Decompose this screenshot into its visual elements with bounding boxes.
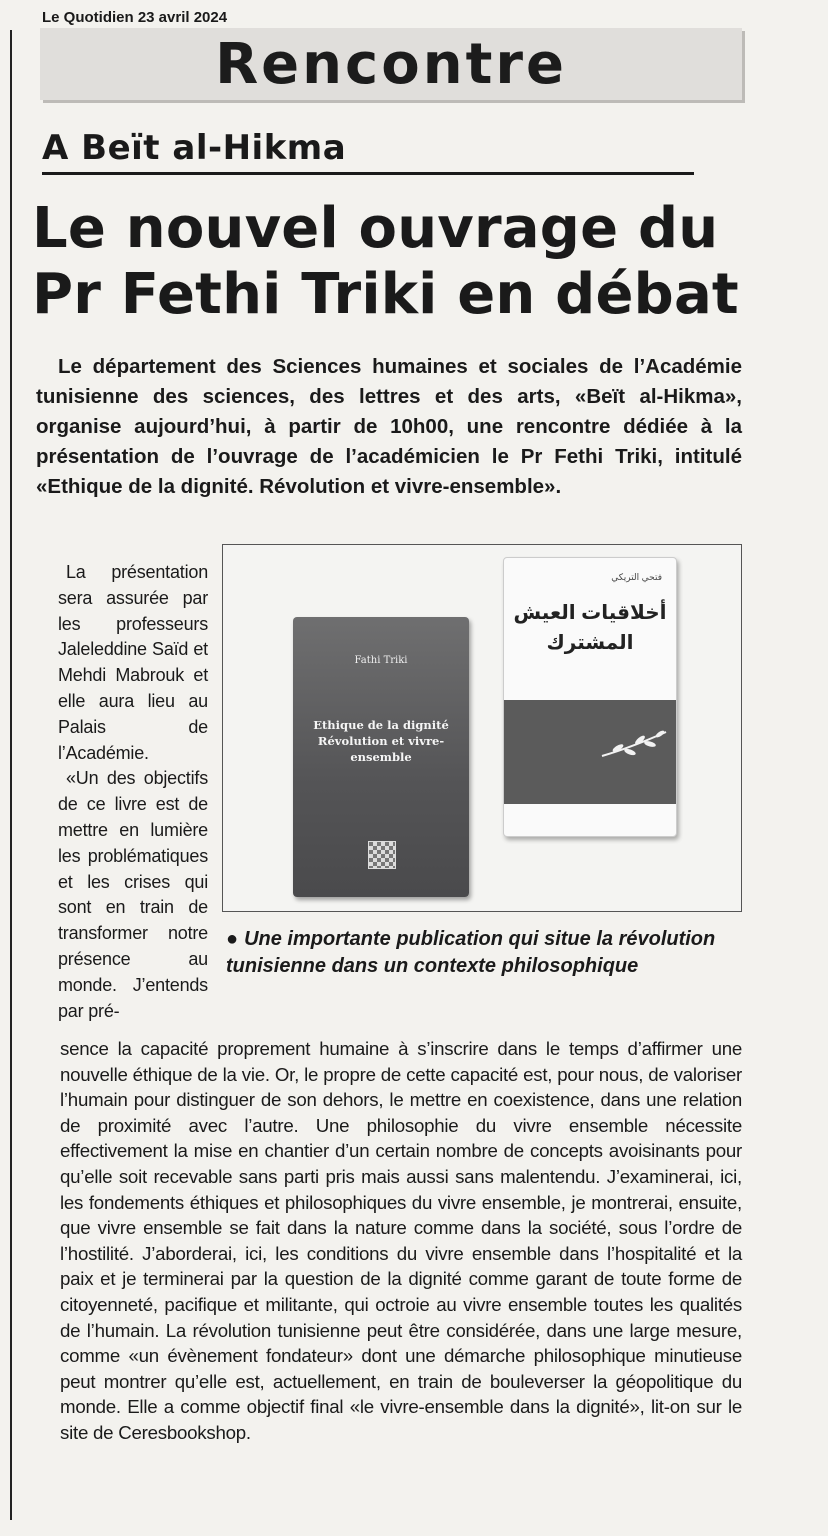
book-french-title: Ethique de la dignité Révolution et vivre-ensemble (313, 718, 449, 764)
kicker-underline (42, 172, 694, 175)
book-arabic-author: فتحي التريكي (611, 572, 662, 582)
dateline: Le Quotidien 23 avril 2024 (42, 9, 228, 26)
caption-text: Une importante publication qui situe la révolution tunisienne dans un contexte philosophique (226, 928, 716, 977)
left-paragraph-1: La présentation sera assurée par les professeurs Jaleleddine Saïd et Mehdi Mabrouk et elle aura lieu au Palais de l’Académie. (58, 562, 208, 763)
kicker: A Beït al-Hikma (42, 128, 347, 168)
rubric-banner (40, 28, 742, 100)
book-french-author: Fathi Triki (354, 655, 408, 666)
left-text-column (58, 560, 208, 1024)
body-paragraph: sence la capacité proprement humaine à s’inscrire dans le temps d’affirmer une nouvelle éthique de la vie. Or, le propre de cette capacité est, pour nous, de valoriser l’humain pour distinguer de son dehors, le mettre en coexistence, dans une relation de proximité avec l’autre. Une philosophie du vivre ensemble nécessite effectivement la mise en chantier d’un certain nombre de concepts avoisinants pour qu’elle soit recevable sans parti pris mais aussi sans malentendu. J’examinerai, ici, les fondements éthiques et philosophiques du vivre ensemble, je montrerai, ensuite, que vivre ensemble se fait dans la nature comme dans la société, sous l’ordre de l’hostilité. J’aborderai, ici, les conditions du vivre ensemble dans l’hospitalité et la paix et je terminerai par la question de la dignité comme garant de toute forme de citoyenneté, pacifique et militante, qui octroie au vivre ensemble toutes les qualités de l’humain. La révolution tunisienne peut être considérée, dans une large mesure, comme «un évènement fondateur» dont une démarche philosophique minutieuse peut montrer qu’elle est, actuellement, en train de bouleverser la géopolitique du monde. Elle a comme objectif final «le vivre-ensemble dans la dignité», lit-on sur le site de Ceresbookshop. (60, 1038, 742, 1443)
book-photo (222, 544, 742, 912)
headline-line-2: Pr Fethi Triki en débat (32, 262, 739, 327)
rubric-title: Rencontre (215, 31, 567, 97)
headline-line-1: Le nouvel ouvrage du (32, 196, 719, 261)
body-text-column (60, 1036, 742, 1446)
lead-paragraph: Le département des Sciences humaines et sociales de l’Académie tunisienne des sciences, des lettres et des arts, «Beït al-Hikma», organise aujourd’hui, à partir de 10h00, une rencontre dédiée à la présentation de l’ouvrage de l’académicien le Pr Fethi Triki, intitulé «Ethique de la dignité. Révolution et vivre-ensemble». (36, 355, 742, 498)
book-cover-french (293, 617, 469, 897)
book-arabic-title: أخلاقيات العيش المشترك (513, 602, 667, 654)
publisher-emblem-icon (368, 841, 396, 869)
olive-branch-icon (600, 726, 670, 766)
left-margin-rule (10, 30, 12, 1520)
book-cover-arabic (503, 557, 677, 837)
left-paragraph-2: «Un des objectifs de ce livre est de mettre en lumière les problématiques et les crises qui sont en train de transformer notre présence au monde. J’entends par pré- (58, 768, 208, 1021)
photo-caption (226, 926, 726, 980)
caption-bullet-icon: ● (226, 928, 239, 950)
headline (32, 196, 812, 328)
